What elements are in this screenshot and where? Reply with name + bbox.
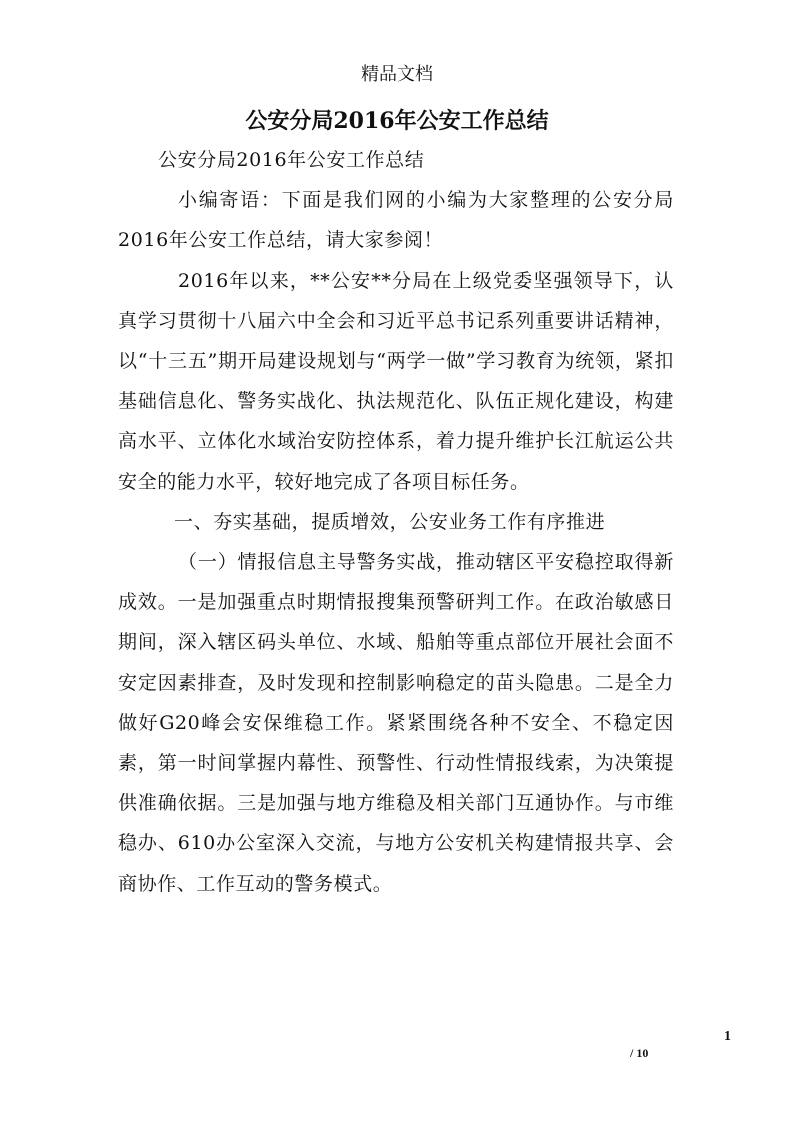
page-header: 精品文档: [361, 64, 433, 85]
intro-paragraph: 2016年以来，**公安**分局在上级党委坚强领导下，认真学习贯彻十八届六中全会和习近平总书记系列重要讲话精神，以“十三五”期开局建设规划与“两学一做”学习教育为统领，紧扣基础信息化、警务实战化、执法规范化、队伍正规化建设，构建高水平、立体化水域治安防控体系，着力提升维护长江航运公共安全的能力水平，较好地完成了各项目标任务。: [118, 269, 674, 493]
editor-note-paragraph: 小编寄语：下面是我们网的小编为大家整理的公安分局2016年公安工作总结，请大家参阅！: [118, 189, 674, 252]
section-heading: 一、夯实基础，提质增效，公安业务工作有序推进: [174, 510, 606, 533]
subtitle-paragraph: 公安分局2016年公安工作总结: [158, 149, 425, 171]
body-paragraph: （一）情报信息主导警务实战，推动辖区平安稳控取得新成效。一是加强重点时期情报搜集预警研判工作。在政治敏感日期间，深入辖区码头单位、水域、船舶等重点部位开展社会面不安定因素排查，及时发现和控制影响稳定的苗头隐患。二是全力做好G20峰会安保维稳工作。紧紧围绕各种不安全、不稳定因素，第一时间掌握内幕性、预警性、行动性情报线索，为决策提供准确依据。三是加强与地方维稳及相关部门互通协作。与市维稳办、610办公室深入交流，与地方公安机关构建情报共享、会商协作、工作互动的警务模式。: [118, 551, 674, 895]
page-number: 1: [724, 1029, 731, 1044]
page-total: / 10: [630, 1046, 649, 1060]
document-title: 公安分局2016年公安工作总结: [245, 108, 549, 134]
document-body: [118, 140, 674, 904]
